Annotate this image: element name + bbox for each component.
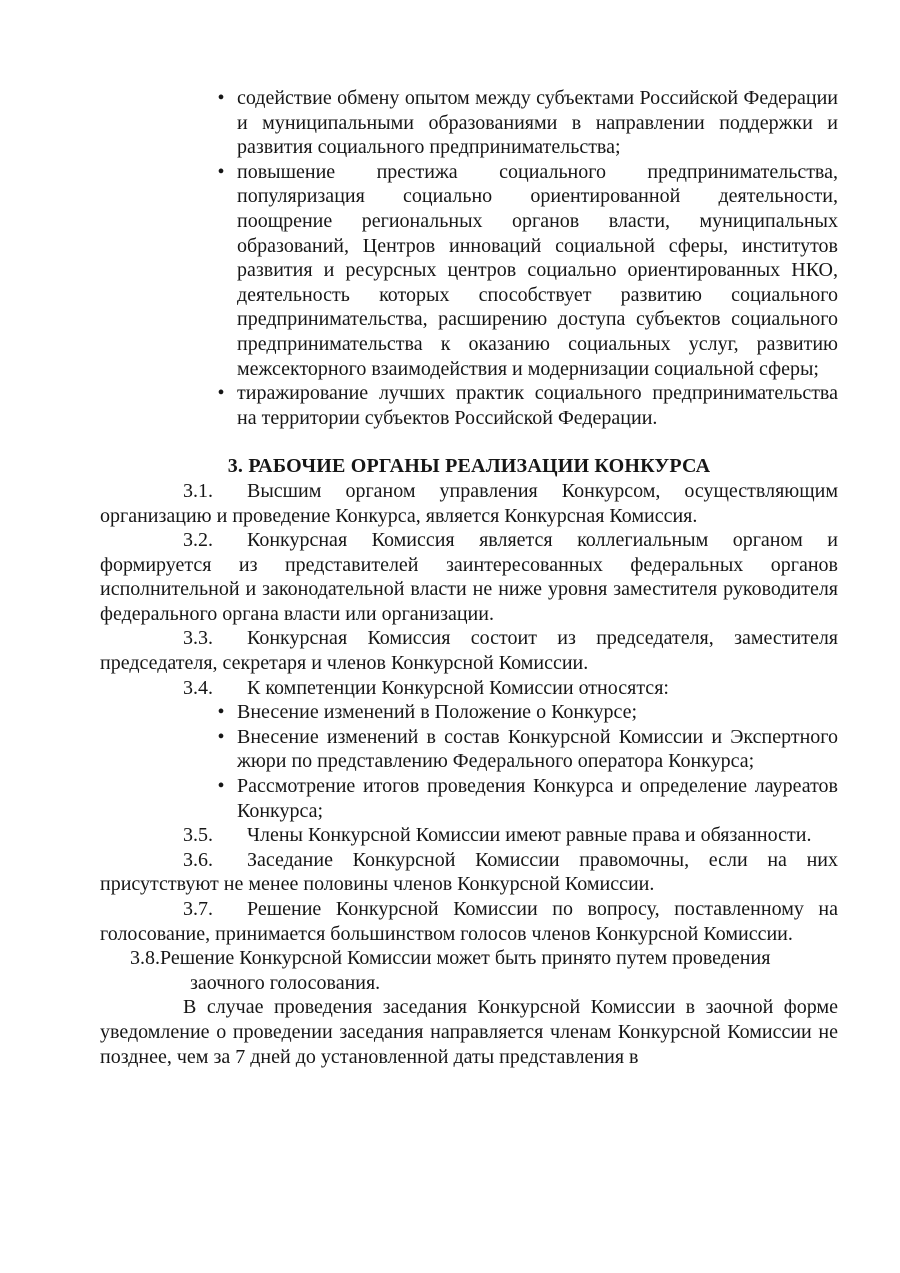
clause-text: Члены Конкурсной Комиссии имеют равные права и обязанности. bbox=[247, 824, 812, 847]
list-item bbox=[100, 700, 838, 725]
clause-number: 3.4. bbox=[183, 676, 213, 699]
bullet-text: Внесение изменений в состав Конкурсной Комиссии и Экспертного жюри по представлению Федерального оператора Конкурса; bbox=[237, 725, 838, 773]
section-heading: 3. РАБОЧИЕ ОРГАНЫ РЕАЛИЗАЦИИ КОНКУРСА bbox=[227, 455, 711, 478]
clause-3-8 bbox=[130, 946, 838, 995]
bullet-text: Внесение изменений в Положение о Конкурсе; bbox=[237, 701, 638, 724]
bullet-icon: • bbox=[217, 725, 225, 748]
clause-3-1 bbox=[100, 479, 838, 528]
clause-3-6 bbox=[100, 848, 838, 897]
clause-number: 3.2. bbox=[183, 529, 213, 552]
bullet-icon: • bbox=[217, 87, 225, 109]
bullet-icon: • bbox=[217, 775, 225, 798]
competence-bullet-list bbox=[100, 700, 838, 823]
clause-number: 3.8. bbox=[130, 947, 160, 970]
bullet-text: содействие обмену опытом между субъектами Российской Федерации и муниципальными образованиями в направлении поддержки и развития социального предпринимательства; bbox=[237, 87, 838, 159]
bullet-text: тиражирование лучших практик социального предпринимательства на территории субъектов Российской Федерации. bbox=[237, 382, 838, 429]
clause-number: 3.5. bbox=[183, 824, 213, 847]
clause-text: К компетенции Конкурсной Комиссии относятся: bbox=[247, 676, 669, 699]
clause-text: Решение Конкурсной Комиссии может быть принято путем проведения заочного голосования. bbox=[160, 947, 771, 994]
clause-3-3 bbox=[100, 626, 838, 675]
clause-3-4 bbox=[100, 676, 838, 701]
intro-bullet-list bbox=[100, 86, 838, 430]
list-item bbox=[100, 160, 838, 381]
clause-number: 3.1. bbox=[183, 479, 213, 502]
clause-text: Конкурсная Комиссия является коллегиальным органом и формируется из представителей заинтересованных федеральных органов исполнительной и законодательной власти не ниже уровня заместителя руководителя федерального органа власти или организации. bbox=[100, 529, 838, 625]
clause-text: Высшим органом управления Конкурсом, осуществляющим организацию и проведение Конкурса, является Конкурсная Комиссия. bbox=[100, 479, 838, 527]
bullet-icon: • bbox=[217, 701, 225, 724]
bullet-text: Рассмотрение итогов проведения Конкурса и определение лауреатов Конкурса; bbox=[237, 775, 838, 822]
clause-number: 3.7. bbox=[183, 898, 213, 920]
bullet-text: повышение престижа социального предпринимательства, популяризация социально ориентированной деятельности, поощрение региональных органов власти, муниципальных образований, Центров инноваций социальной сферы, институтов развития и ресурсных центров социально ориентированных НКО, деятельность которых способствует развитию социального предпринимательства, расширению доступа субъектов социального предпринимательства к оказанию социальных услуг, развитию межсекторного взаимодействия и модернизации социальной сферы; bbox=[237, 160, 838, 380]
clause-text: Решение Конкурсной Комиссии по вопросу, поставленному на голосование, принимается большинством голосов членов Конкурсной Комиссии. bbox=[100, 898, 838, 945]
bullet-icon: • bbox=[217, 382, 225, 405]
clause-3-7 bbox=[100, 897, 838, 946]
list-item bbox=[100, 86, 838, 160]
list-item bbox=[100, 774, 838, 823]
bullet-icon: • bbox=[217, 160, 225, 183]
clause-3-5 bbox=[100, 823, 838, 848]
clause-number: 3.6. bbox=[183, 848, 213, 871]
closing-paragraph: В случае проведения заседания Конкурсной Комиссии в заочной форме уведомление о проведении заседания направляется членам Конкурсной Комиссии не позднее, чем за 7 дней до установленной даты представления в bbox=[100, 996, 838, 1068]
list-item bbox=[100, 381, 838, 430]
clause-text: Заседание Конкурсной Комиссии правомочны, если на них присутствуют не менее половины членов Конкурсной Комиссии. bbox=[100, 848, 838, 896]
clause-number: 3.3. bbox=[183, 627, 213, 650]
clause-3-2 bbox=[100, 528, 838, 626]
clause-text: Конкурсная Комиссия состоит из председателя, заместителя председателя, секретаря и членов Конкурсной Комиссии. bbox=[100, 627, 838, 675]
list-item bbox=[100, 725, 838, 774]
